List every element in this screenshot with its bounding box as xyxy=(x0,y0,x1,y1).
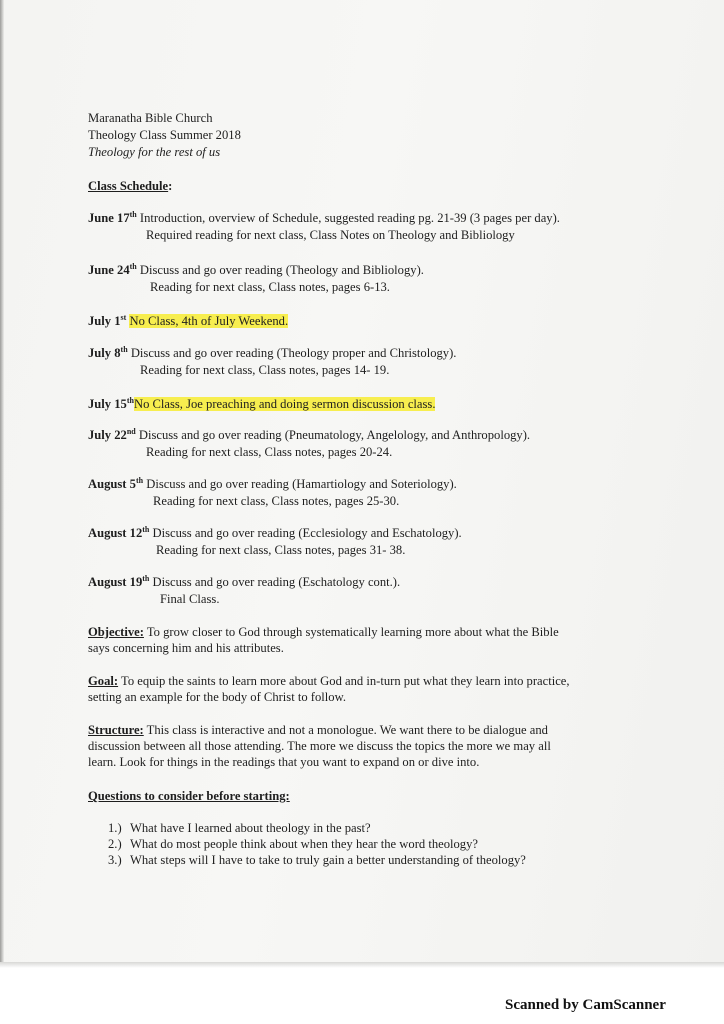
schedule-detail: Final Class. xyxy=(160,592,220,606)
schedule-date: June 24th xyxy=(88,261,137,277)
church-name: Maranatha Bible Church xyxy=(88,111,213,125)
schedule-date: June 17th xyxy=(88,209,137,225)
question-item: 3.) What steps will I have to take to truly gain a better understanding of theology? xyxy=(108,853,526,867)
highlighted-note: No Class, 4th of July Weekend. xyxy=(129,314,289,328)
schedule-entry-july-1 xyxy=(88,313,288,329)
schedule-entry-august-19: August 19th Discuss and go over reading (Eschatology cont.). xyxy=(88,573,401,589)
question-item: 1.) What have I learned about theology in the past? xyxy=(108,821,371,835)
goal-paragraph: Goal: To equip the saints to learn more about God and in-turn put what they learn into practice, xyxy=(88,674,570,688)
structure-line: discussion between all those attending. The more we discuss the topics the more we may all xyxy=(88,739,551,753)
schedule-entry-july-22: July 22nd Discuss and go over reading (Pneumatology, Angelology, and Anthropology). xyxy=(88,426,531,442)
questions-heading: Questions to consider before starting: xyxy=(88,789,290,803)
scanner-watermark: Scanned by CamScanner xyxy=(505,997,666,1013)
schedule-date: July 22nd xyxy=(88,426,136,442)
schedule-entry-july-8: July 8th Discuss and go over reading (Theology proper and Christology). xyxy=(88,344,457,360)
class-title: Theology Class Summer 2018 xyxy=(88,128,241,142)
schedule-date: August 19th xyxy=(88,573,150,589)
objective-paragraph: Objective: To grow closer to God through systematically learning more about what the Bible xyxy=(88,625,559,639)
goal-line: setting an example for the body of Christ to follow. xyxy=(88,690,347,704)
goal-label: Goal: xyxy=(88,674,119,688)
schedule-date: July 1st xyxy=(88,312,127,328)
class-subtitle: Theology for the rest of us xyxy=(88,145,221,159)
schedule-detail: Required reading for next class, Class Notes on Theology and Bibliology xyxy=(146,228,515,242)
schedule-entry-august-5: August 5th Discuss and go over reading (Hamartiology and Soteriology). xyxy=(88,475,457,491)
structure-line: learn. Look for things in the readings that you want to expand on or dive into. xyxy=(88,755,480,769)
schedule-date: August 5th xyxy=(88,475,144,491)
structure-paragraph: Structure: This class is interactive and not a monologue. We want there to be dialogue and xyxy=(88,723,548,737)
schedule-detail: Reading for next class, Class notes, pages 20-24. xyxy=(146,445,393,459)
schedule-date: August 12th xyxy=(88,524,150,540)
schedule-detail: Reading for next class, Class notes, pages 14- 19. xyxy=(140,363,390,377)
schedule-detail: Reading for next class, Class notes, pages 6-13. xyxy=(150,280,390,294)
structure-label: Structure: xyxy=(88,723,144,737)
schedule-detail: Reading for next class, Class notes, pages 31- 38. xyxy=(156,543,406,557)
schedule-heading: Class Schedule: xyxy=(88,179,173,193)
schedule-detail: Reading for next class, Class notes, pages 25-30. xyxy=(153,494,400,508)
question-item: 2.) What do most people think about when they hear the word theology? xyxy=(108,837,478,851)
schedule-entry-july-15 xyxy=(88,396,435,412)
schedule-date: July 8th xyxy=(88,344,128,360)
objective-line: says concerning him and his attributes. xyxy=(88,641,284,655)
schedule-date: July 15th xyxy=(88,395,134,411)
schedule-entry-june-24: June 24th Discuss and go over reading (Theology and Bibliology). xyxy=(88,261,424,277)
schedule-entry-june-17: June 17th Introduction, overview of Schedule, suggested reading pg. 21-39 (3 pages per day). xyxy=(88,209,560,225)
objective-label: Objective: xyxy=(88,625,144,639)
schedule-entry-august-12: August 12th Discuss and go over reading (Ecclesiology and Eschatology). xyxy=(88,524,462,540)
highlighted-note: No Class, Joe preaching and doing sermon discussion class. xyxy=(133,397,436,411)
